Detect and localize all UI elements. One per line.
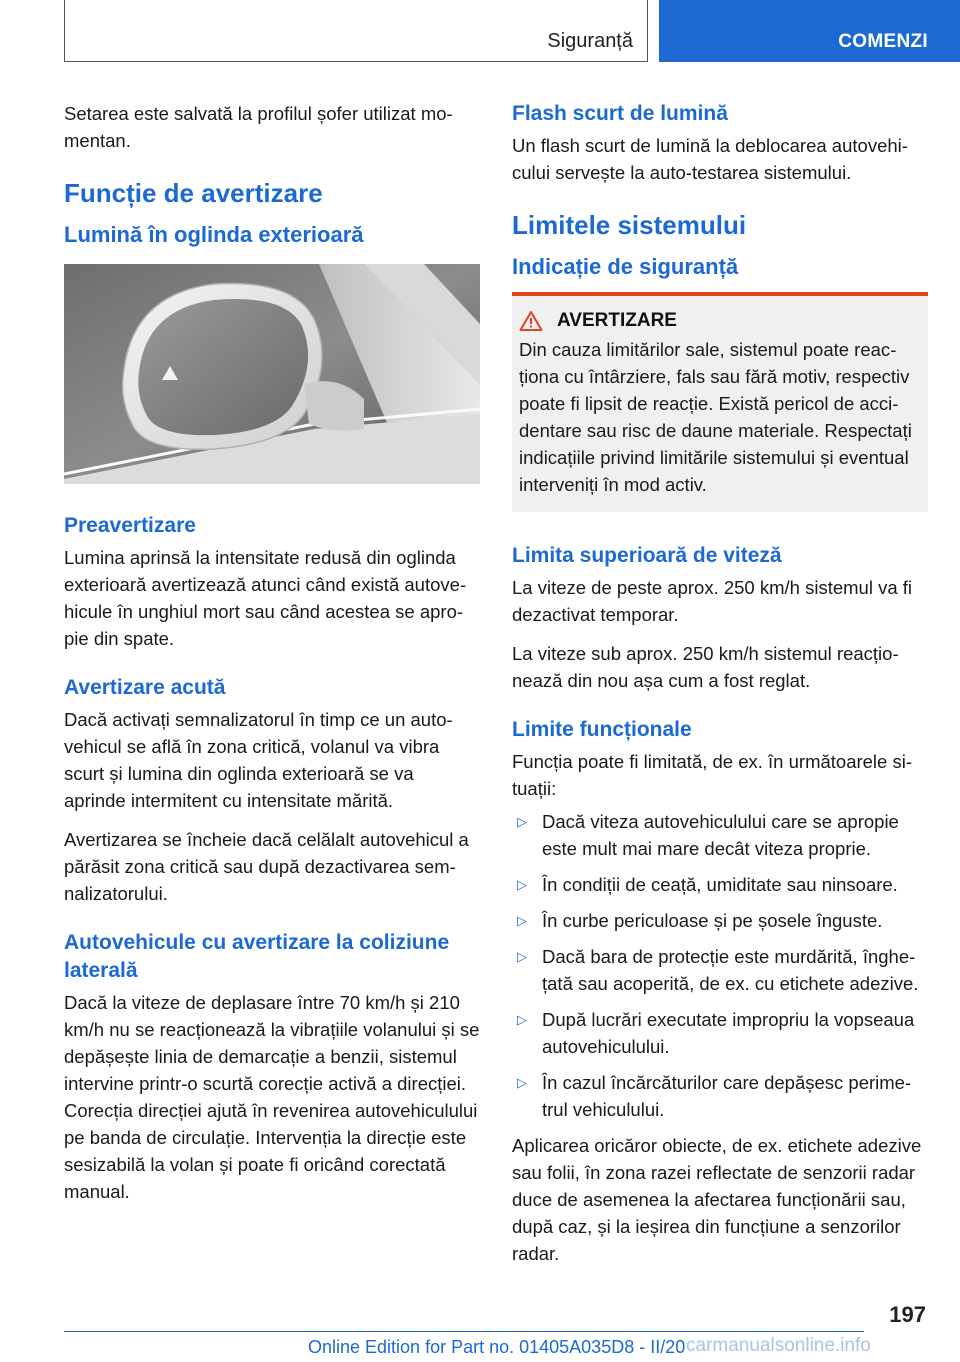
- heading-system-limits: Limitele sistemului: [512, 210, 747, 240]
- header-chapter-tab: [659, 0, 960, 62]
- prewarning-paragraph: Lumina aprinsă la intensitate redusă din oglinda exterioară avertizează atunci când există autovehicule în unghiul mort sau când acestea se apropie din spate.: [64, 547, 467, 649]
- right-column: [512, 100, 928, 1279]
- bullet-triangle-icon: ▷: [517, 913, 527, 928]
- acute-warning-paragraph-2: Avertizarea se încheie dacă celălalt autovehicul a părăsit zona critică sau după dezactivarea semnalizatorului.: [64, 829, 469, 904]
- final-paragraph: Aplicarea oricăror obiecte, de ex. etichete adezive sau folii, în zona razei reflectate de senzorii radar duce de asemenea la afectarea funcționării sau, după caz, și la ieșirea din funcțiune a senzorilor radar.: [512, 1135, 922, 1264]
- bullet-triangle-icon: ▷: [517, 949, 527, 964]
- list-item: ▷ După lucrări executate impropriu la vopseaua autovehiculului.: [512, 1006, 928, 1060]
- flash-paragraph: Un flash scurt de lumină la deblocarea autovehicului servește la auto-testarea sistemului.: [512, 135, 908, 183]
- header-section-box: [64, 0, 648, 62]
- page-number: 197: [889, 1302, 926, 1327]
- header-section-title: Siguranță: [547, 30, 633, 52]
- lateral-collision-paragraph: Dacă la viteze de deplasare între 70 km/h și 210 km/h nu se reacționează la vibrațiile volanului și se depășește linia de demarcație a benzii, sistemul intervine printr-o scurtă corecție activă a direcției. Corecția direcției ajută în revenirea autovehiculului pe banda de circulație. Intervenția la direcție este sesizabilă la volan și poate fi oricând corectată manual.: [64, 992, 480, 1202]
- heading-flash: Flash scurt de lumină: [512, 102, 728, 125]
- speed-limit-paragraph-2: La viteze sub aprox. 250 km/h sistemul reacționează din nou așa cum a fost reglat.: [512, 643, 899, 691]
- heading-safety-note: Indicație de siguranță: [512, 254, 739, 279]
- functional-limits-list: [512, 808, 928, 1123]
- heading-functional-limits: Limite funcționale: [512, 718, 692, 741]
- footer-watermark: carmanualsonline.info: [686, 1335, 871, 1356]
- list-item: ▷ În condiții de ceață, umiditate sau ninsoare.: [512, 871, 928, 898]
- footer-edition: Online Edition for Part no. 01405A035D8 - II/20: [308, 1337, 686, 1357]
- list-item: ▷ În cazul încărcăturilor care depășesc perimetrul vehiculului.: [512, 1069, 928, 1123]
- heading-mirror-light: Lumină în oglinda exterioară: [64, 222, 364, 247]
- heading-acute-warning: Avertizare acută: [64, 676, 226, 699]
- heading-warning-function: Funcție de avertizare: [64, 178, 323, 208]
- speed-limit-paragraph-1: La viteze de peste aprox. 250 km/h sistemul va fi dezactivat temporar.: [512, 577, 913, 625]
- heading-prewarning: Preavertizare: [64, 514, 196, 537]
- list-item: ▷ În curbe periculoase și pe șosele înguste.: [512, 907, 928, 934]
- warning-triangle-icon: [519, 310, 543, 332]
- bullet-triangle-icon: ▷: [517, 1075, 527, 1090]
- warning-title: AVERTIZARE: [557, 310, 677, 331]
- heading-lateral-collision: Autovehicule cu avertizare la coliziune laterală: [64, 931, 450, 982]
- footer-divider: [64, 1331, 864, 1332]
- heading-speed-limit: Limita superioară de viteză: [512, 544, 782, 567]
- functional-limits-paragraph: Funcția poate fi limitată, de ex. în următoarele situații:: [512, 751, 913, 799]
- warning-box: [512, 292, 928, 512]
- bullet-triangle-icon: ▷: [517, 877, 527, 892]
- mirror-illustration: [64, 264, 480, 484]
- bullet-triangle-icon: ▷: [517, 1012, 527, 1027]
- intro-paragraph: Setarea este salvată la profilul șofer utilizat momentan.: [64, 103, 453, 151]
- list-item: ▷ Dacă bara de protecție este murdărită, înghețată sau acoperită, de ex. cu etichete adezive.: [512, 943, 928, 997]
- warning-text: Din cauza limitărilor sale, sistemul poate reacționa cu întârziere, fals sau fără motiv, respectiv poate fi lipsit de reacție. Există pericol de accidentare sau risc de daune materiale. Respectați indicațiile privind limitările sistemului și eventual interveniți în mod activ.: [519, 339, 912, 495]
- warning-title-row: [519, 310, 922, 332]
- bullet-triangle-icon: ▷: [517, 814, 527, 829]
- left-column: [64, 100, 480, 1217]
- list-item: ▷ Dacă viteza autovehiculului care se apropie este mult mai mare decât viteza proprie.: [512, 808, 928, 862]
- acute-warning-paragraph-1: Dacă activați semnalizatorul în timp ce un autovehicul se află în zona critică, volanul va vibra scurt și lumina din oglinda exterioară se va aprinde intermitent cu intensitate mărită.: [64, 709, 453, 811]
- header-chapter-title: COMENZI: [838, 31, 928, 52]
